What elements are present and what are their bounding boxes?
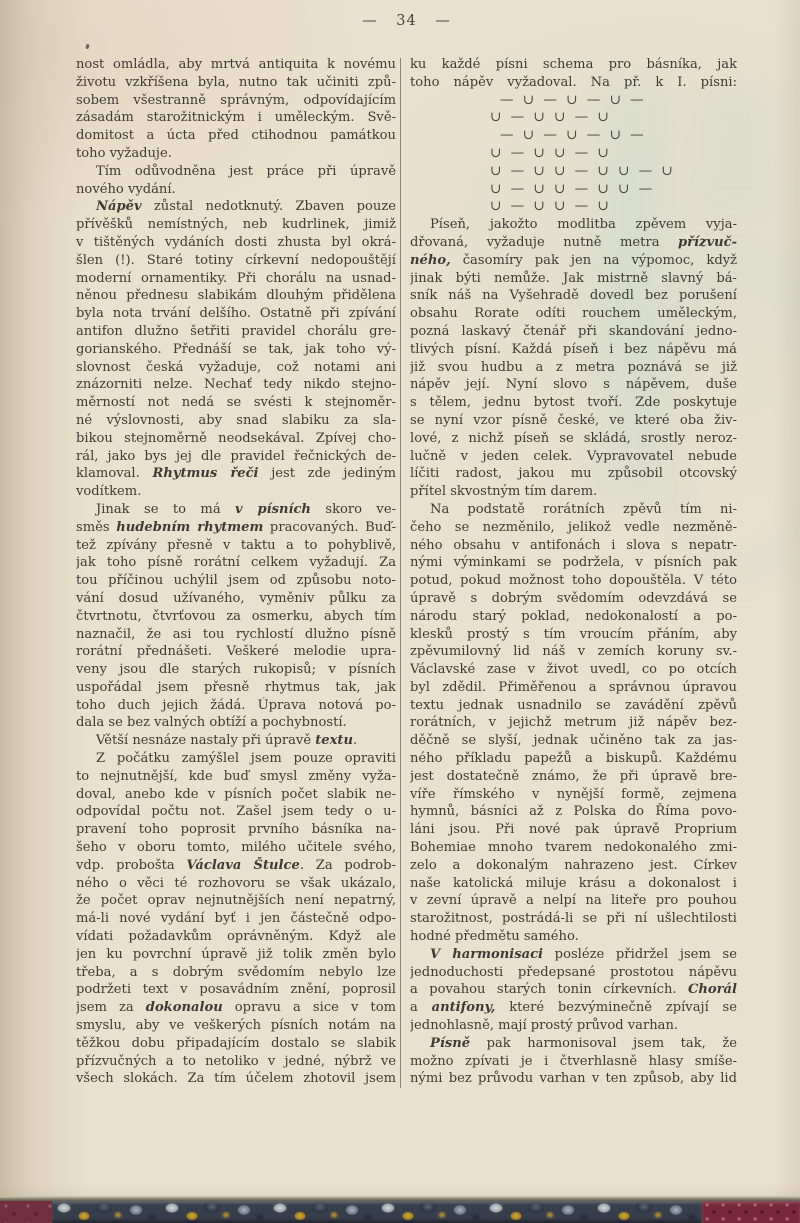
- text-line: úpravě s dobrým svědomím odevzdává se: [410, 590, 737, 606]
- text-line: směs hudebním rhytmem pracovaných. Buď-: [76, 519, 396, 535]
- text-line: jsem za dokonalou opravu a sice v tom: [76, 1000, 396, 1016]
- maroon-cover-edge-right: [702, 1201, 800, 1223]
- text-line: starožitnost, postrádá-li se při ní ušlechtilosti: [410, 911, 737, 927]
- emphasized-text: přízvuč-: [678, 234, 737, 250]
- text-line: né výslovnosti, aby snad slabiku za sla-: [76, 412, 396, 428]
- text-line: životu vzkříšena byla, nutno tak učiniti způ-: [76, 74, 396, 90]
- emphasized-text: Václava Štulce: [186, 857, 300, 873]
- text-line: uspořádal jsem přesně rhytmus tak, jak: [76, 679, 396, 695]
- text-line: naše katolická miluje krásu a dokonalost i: [410, 875, 737, 891]
- text-line: nápěv její. Nyní slovo s nápěvem, duše: [410, 377, 737, 393]
- book-edge-band: [0, 1201, 800, 1223]
- left-column: [76, 56, 396, 1088]
- text-line: možno zpívati je i čtverhlasně hlasy smíše-: [410, 1053, 737, 1069]
- text-line: vídati požadavkům oprávněným. Když ale: [76, 929, 396, 945]
- emphasized-text: v písních: [235, 501, 311, 517]
- right-column: [410, 56, 737, 1088]
- text-line: bikou stejnoměrně neodsekával. Zpívej cho-: [76, 430, 396, 446]
- paragraph: [76, 198, 396, 501]
- text-line: Na podstatě rorátních zpěvů tím ni-: [430, 501, 737, 517]
- page-number: — 34 —: [362, 13, 451, 29]
- text-line: Jinak se to má v písních skoro ve-: [96, 501, 396, 517]
- text-line: byl zdědil. Přiměřenou a správnou úpravou: [410, 679, 737, 695]
- text-line: toho vyžaduje.: [76, 145, 172, 161]
- paragraph: [76, 732, 396, 750]
- text-line: národu starý poklad, nedokonalostí a po-: [410, 608, 737, 624]
- text-line: byla nota trvání delšího. Ostatně při zpívání: [76, 306, 396, 322]
- text-line: Bohemiae mnoho tvarem nedokonalého zmi-: [410, 840, 737, 856]
- text-line: dala se bez valných obtíží a pochybností.: [76, 715, 347, 731]
- text-line: Václavské zase v život uvedl, co po otcích: [410, 662, 737, 678]
- text-line: nými výminkami se podržela, v písních pak: [410, 555, 737, 571]
- text-line: slovnost česká vyžaduje, což notami ani: [76, 359, 396, 375]
- text-line: rál, jako bys jej dle pravidel řečnických de-: [76, 448, 396, 464]
- emphasized-text: hudebním rhytmem: [116, 519, 264, 535]
- text-line: pravení toho poprosit prvního básníka na-: [76, 822, 396, 838]
- paragraph: [76, 501, 396, 732]
- text-line: se nyní vzor písně české, ve které oba živ-: [410, 412, 737, 428]
- text-line: děčně se slyší, jednak učiněno tak za jas-: [410, 733, 737, 749]
- text-line: jest dostatečně známo, že při úpravě bre-: [410, 768, 737, 784]
- text-line: přízvučných a to netoliko v jedné, nýbrž ve: [76, 1053, 396, 1069]
- text-line: ného příkladu papežů a biskupů. Každému: [410, 751, 737, 767]
- text-line: odpovídal počtu not. Zašel jsem tedy o u-: [76, 804, 396, 820]
- text-line: ného o věci té rozhovoru se však ukázalo,: [76, 875, 396, 891]
- emphasized-text: antifony,: [431, 1000, 496, 1016]
- text-line: že počet oprav nejnutnějších není nepatrný,: [76, 893, 396, 909]
- emphasized-text: Nápěv: [96, 199, 142, 215]
- text-line: dřovaná, vyžaduje nutně metra přízvuč-: [410, 234, 737, 250]
- text-line: rorátních, v jejichž metrum již nápěv bez-: [410, 715, 737, 731]
- text-line: domitost a úcta před ctihodnou památkou: [76, 128, 396, 144]
- text-line: obsahu Rorate odíti rouchem uměleckým,: [410, 306, 737, 322]
- text-line: čeho se nezměnilo, jelikož vedle nezměně-: [410, 519, 737, 535]
- text-line: jednoduchosti předepsané prostotou nápěvu: [410, 964, 737, 980]
- text-line: vdp. probošta Václava Štulce. Za podrob-: [76, 857, 396, 873]
- text-line: jednohlasně, mají prostý průvod varhan.: [410, 1018, 679, 1034]
- text-line: přívěšků nemístných, neb kudrlinek, jimiž: [76, 217, 396, 233]
- emphasized-text: Rhytmus řeči: [152, 466, 259, 482]
- text-line: víře římského v nynější formě, zejmena: [410, 786, 737, 802]
- schema-line: — ∪ — ∪ — ∪ —: [500, 127, 645, 144]
- text-line: tež zpívány přesně v taktu a to pohyblivě,: [76, 537, 396, 553]
- text-line: ného obsahu v antifonách i slova s nepatr-: [410, 537, 737, 553]
- text-line: přítel skvostným tím darem.: [410, 484, 598, 500]
- text-line: v tištěných vydáních dosti zhusta byl okrá-: [76, 234, 396, 250]
- emphasized-text: Písně: [430, 1035, 471, 1051]
- text-line: čtvrtnotu, čtvrťovou za osmerku, abych tím: [76, 608, 396, 624]
- text-line: měrností not nedá se svésti k stejnoměr-: [76, 395, 396, 411]
- text-line: má-li nové vydání byť i jen částečně odpo-: [76, 911, 396, 927]
- ink-speck: [85, 44, 89, 50]
- paragraph: [410, 946, 737, 1035]
- text-line: třeba, a s dobrým svědomím nebylo lze: [76, 964, 396, 980]
- text-line: naznačil, že asi tou rychlostí dlužno písně: [76, 626, 396, 642]
- text-line: toho duch jejich žádá. Úprava notová po-: [76, 697, 396, 713]
- column-divider: [400, 58, 401, 1088]
- text-line: líčiti radost, jakou mu způsobil otcovský: [410, 466, 737, 482]
- text-line: láni jsou. Při nové pak úpravě Proprium: [410, 822, 737, 838]
- text-line: Písně pak harmonisoval jsem tak, že: [430, 1035, 737, 1051]
- text-line: moderní ornamentiky. Při chorálu na usnad-: [76, 270, 396, 286]
- schema-line: ∪ — ∪ ∪ — ∪ ∪ —: [490, 180, 654, 197]
- text-line: Píseň, jakožto modlitba zpěvem vyja-: [430, 217, 737, 233]
- text-line: tlivých písní. Každá píseň i bez nápěvu má: [410, 341, 737, 357]
- text-line: rorátní přednášeti. Veškeré melodie upra-: [76, 644, 396, 660]
- text-line: nového vydání.: [76, 181, 176, 197]
- paragraph: [410, 56, 737, 92]
- text-line: doval, anebo kde v písních počet slabik ne-: [76, 786, 396, 802]
- paragraph: [410, 501, 737, 946]
- text-line: klamoval. Rhytmus řeči jest zde jediným: [76, 466, 396, 482]
- text-line: s tělem, jednu bytost tvoří. Zde poskytuje: [410, 395, 737, 411]
- text-line: antifon dlužno šetřiti pravidel chorálu gre-: [76, 323, 396, 339]
- text-line: šeho v oboru tomto, milého učitele svého,: [76, 840, 396, 856]
- emphasized-text: V harmonisaci: [430, 946, 544, 962]
- text-line: a povahou starých tonin církevních. Chorál: [410, 982, 737, 998]
- paragraph: [76, 56, 396, 163]
- text-line: něnou přednesu slabikám dlouhým přidělena: [76, 288, 396, 304]
- text-line: vodítkem.: [76, 484, 142, 500]
- text-line: pozná laskavý čtenář při skandování jedno-: [410, 323, 737, 339]
- text-line: Z počátku zamýšlel jsem pouze opraviti: [96, 751, 396, 767]
- text-line: nými bez průvodu varhan v ten způsob, aby lid: [410, 1071, 737, 1087]
- text-line: ného, časomíry pak jen na výpomoc, když: [410, 252, 737, 268]
- text-line: hodné předmětu samého.: [410, 929, 579, 945]
- text-line: šlen (!). Staré totiny církevní nedopouštějí: [76, 252, 396, 268]
- text-line: potud, pokud možnost toho dopouštěla. V této: [410, 573, 737, 589]
- paragraph: [76, 750, 396, 1088]
- schema-line: ∪ — ∪ ∪ — ∪: [490, 198, 610, 215]
- text-line: sobem všestranně správným, odpovídajícím: [76, 92, 396, 108]
- text-line: zásadám starožitnickým i uměleckým. Svě-: [76, 110, 396, 126]
- text-line: toho nápěv vyžadoval. Na př. k I. písni:: [410, 74, 737, 90]
- text-line: Tím odůvodněna jest práce při úpravě: [96, 163, 396, 179]
- text-line: jak toho písně rorátní celkem vyžadují. Za: [76, 555, 396, 571]
- text-line: klesků prostý s tím vroucím přáním, aby: [410, 626, 737, 642]
- text-line: lučně v jeden celek. Vypravovatel nebude: [410, 448, 737, 464]
- schema-line: ∪ — ∪ ∪ — ∪: [490, 109, 610, 126]
- text-line: ku každé písni schema pro básníka, jak: [410, 57, 737, 72]
- marbled-paper-edge: [52, 1201, 702, 1223]
- text-line: jinak býti nemůže. Jak mistrně slavný bá-: [410, 270, 737, 286]
- text-line: jen ku povrchní úpravě již tolik změn bylo: [76, 946, 396, 962]
- text-line: Nápěv zůstal nedotknutý. Zbaven pouze: [96, 199, 396, 215]
- text-line: to nejnutnější, kde buď smysl změny vyža-: [76, 768, 396, 784]
- schema-line: ∪ — ∪ ∪ — ∪ ∪ — ∪: [490, 162, 674, 179]
- schema-line: — ∪ — ∪ — ∪ —: [500, 91, 645, 108]
- text-line: již svou hudbu a z metra poznává se již: [410, 359, 737, 375]
- text-line: sník náš na Vyšehradě dovedl bez porušení: [410, 288, 737, 304]
- text-line: gorianského. Přednáší se tak, jak toho vý-: [76, 341, 396, 357]
- text-line: Větší nesnáze nastaly při úpravě textu.: [96, 733, 358, 749]
- text-line: těžkou dobu připadajícím dostalo se slabik: [76, 1035, 396, 1051]
- schema-line: ∪ — ∪ ∪ — ∪: [490, 144, 610, 161]
- emphasized-text: textu: [315, 733, 354, 749]
- emphasized-text: Chorál: [687, 982, 737, 998]
- text-line: nost omládla, aby mrtvá antiquita k novému: [76, 57, 396, 72]
- text-line: vání dosud užívaného, vyměniv půlku za: [76, 590, 396, 606]
- text-line: a antifony, které bezvýminečně zpívají se: [410, 1000, 737, 1016]
- text-line: zelo a dokonalým nahrazeno jest. Církev: [410, 857, 737, 873]
- text-line: hymnů, básníci až z Polska do Říma povo-: [410, 804, 737, 820]
- paragraph: [410, 216, 737, 501]
- paragraph: [76, 163, 396, 199]
- text-line: smyslu, aby ve veškerých písních notám na: [76, 1018, 396, 1034]
- text-line: v zevní úpravě a nelpí na liteře pro pouhou: [410, 893, 737, 909]
- text-line: veny jsou dle starých rukopisů; v písních: [76, 662, 396, 678]
- emphasized-text: dokonalou: [145, 1000, 223, 1016]
- paragraph: [410, 1035, 737, 1088]
- text-line: znázorniti nelze. Nechať tedy nikdo stejno-: [76, 377, 396, 393]
- metrical-schema: [410, 92, 737, 217]
- text-line: V harmonisaci posléze přidržel jsem se: [430, 946, 737, 962]
- text-line: lové, z nichž píseň se skládá, srostly neroz-: [410, 430, 737, 446]
- text-line: tou příčinou uchýlil jsem od způsobu noto-: [76, 573, 396, 589]
- text-line: textu jednak usnadnilo se zavádění zpěvů: [410, 697, 737, 713]
- text-line: všech slokách. Za tím účelem zhotovil jsem: [76, 1071, 396, 1087]
- text-line: zpěvumilovný lid náš v zemích koruny sv.-: [410, 644, 737, 660]
- emphasized-text: ného,: [410, 252, 451, 268]
- text-line: podržeti text v posavádním znění, poprosil: [76, 982, 396, 998]
